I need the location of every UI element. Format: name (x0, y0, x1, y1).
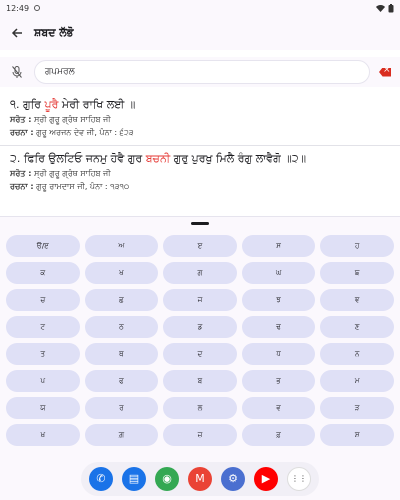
keyboard-key[interactable]: ਝ (242, 289, 316, 311)
keyboard-key[interactable]: ਭ (242, 370, 316, 392)
keyboard-key[interactable]: ਸ਼ (320, 424, 394, 446)
keyboard-key[interactable]: ਲ (163, 397, 237, 419)
results-list (0, 92, 400, 216)
keyboard-key[interactable]: ਗ (163, 262, 237, 284)
result-source: ਸਰੋਤ : ਸ੍ਰੀ ਗੁਰੂ ਗ੍ਰੰਥ ਸਾਹਿਬ ਜੀ (10, 169, 111, 178)
settings-app-icon[interactable]: ⚙ (221, 467, 245, 491)
keyboard-key[interactable]: ਞ (320, 289, 394, 311)
keyboard-key[interactable]: ਰ (85, 397, 159, 419)
result-item[interactable] (10, 92, 390, 145)
keyboard-key[interactable]: ਤ (6, 343, 80, 365)
keyboard-key[interactable]: ਫ਼ (242, 424, 316, 446)
wifi-icon (376, 4, 385, 12)
keyboard-row (6, 424, 394, 446)
keyboard-key[interactable]: ਬ (163, 370, 237, 392)
keyboard-row (6, 343, 394, 365)
keyboard-key[interactable]: ਮ (320, 370, 394, 392)
system-nav-bar (0, 457, 400, 500)
backspace-clear-icon[interactable] (370, 68, 400, 77)
arrow-left-icon[interactable] (0, 16, 34, 50)
result-line: ੧. ਗੁਰਿ ਪੂਰੈ ਮੇਰੀ ਰਾਖਿ ਲਈ ॥ (10, 98, 136, 111)
keyboard-key[interactable]: ਘ (242, 262, 316, 284)
drag-handle-icon (191, 222, 209, 225)
keyboard-key[interactable]: ਯ (6, 397, 80, 419)
keyboard-key[interactable]: ਫ (85, 370, 159, 392)
keyboard-key[interactable]: ਅ (85, 235, 159, 257)
page-title: ਸ਼ਬਦ ਲੱਭੋ (34, 26, 74, 39)
keyboard-key[interactable]: ੲ (163, 235, 237, 257)
phone-app-icon[interactable]: ✆ (89, 467, 113, 491)
keyboard-key[interactable]: ੳ/ੲ (6, 235, 80, 257)
keyboard-key[interactable]: ਧ (242, 343, 316, 365)
keyboard-key[interactable]: ਢ (242, 316, 316, 338)
youtube-app-icon[interactable]: ▶ (254, 467, 278, 491)
settings-icon (33, 4, 41, 12)
keyboard-key[interactable]: ਠ (85, 316, 159, 338)
keyboard-key[interactable]: ੜ (320, 397, 394, 419)
mic-off-icon[interactable] (0, 66, 34, 78)
keyboard-row (6, 289, 394, 311)
keyboard-key[interactable]: ਜ਼ (163, 424, 237, 446)
keyboard-key[interactable]: ਖ਼ (6, 424, 80, 446)
search-input[interactable]: ਗਪਮਰਲ (34, 60, 370, 84)
keyboard-row (6, 397, 394, 419)
app-drawer-icon[interactable]: ⋮⋮ (287, 467, 311, 491)
keyboard-key[interactable]: ਗ਼ (85, 424, 159, 446)
keyboard-key[interactable]: ਣ (320, 316, 394, 338)
keyboard-key[interactable]: ਕ (6, 262, 80, 284)
keyboard-key[interactable]: ਥ (85, 343, 159, 365)
keyboard-row (6, 316, 394, 338)
result-source: ਸਰੋਤ : ਸ੍ਰੀ ਗੁਰੂ ਗ੍ਰੰਥ ਸਾਹਿਬ ਜੀ (10, 115, 111, 124)
keyboard-key[interactable]: ਟ (6, 316, 80, 338)
keyboard-key[interactable]: ਨ (320, 343, 394, 365)
result-line: ੨. ਫਿਰਿ ਉਲਟਿਓ ਜਨਮੁ ਹੋਵੈ ਗੁਰ ਬਚਨੀ ਗੁਰੁ ਪੁਰਖੁ ਮਿਲੈ ਰੰਗੁ ਲਾਵੈਗੋ ॥੨॥ (10, 152, 306, 165)
battery-icon (388, 4, 394, 13)
result-item[interactable] (10, 146, 390, 199)
chrome-app-icon[interactable]: ◉ (155, 467, 179, 491)
keyboard-key[interactable]: ਸ (242, 235, 316, 257)
keyboard-key[interactable]: ਛ (85, 289, 159, 311)
keyboard-key[interactable]: ਜ (163, 289, 237, 311)
search-bar (0, 57, 400, 87)
keyboard-drag-handle[interactable] (0, 216, 400, 230)
highlighted-word: ਪੂਰੈ (44, 98, 59, 111)
messages-app-icon[interactable]: ▤ (122, 467, 146, 491)
result-writer: ਰਚਨਾ : ਗੁਰੂ ਅਰਜਨ ਦੇਵ ਜੀ, ਪੰਨਾ : ੬੨੩ (10, 128, 134, 137)
keyboard-key[interactable]: ਵ (242, 397, 316, 419)
result-writer: ਰਚਨਾ : ਗੁਰੂ ਰਾਮਦਾਸ ਜੀ, ਪੰਨਾ : ੧੩੧੦ (10, 182, 130, 191)
highlighted-word: ਬਚਨੀ (145, 152, 171, 165)
keyboard-key[interactable]: ਚ (6, 289, 80, 311)
keyboard-key[interactable]: ਖ (85, 262, 159, 284)
keyboard-key[interactable]: ਦ (163, 343, 237, 365)
keyboard-row (6, 262, 394, 284)
keyboard-key[interactable]: ਪ (6, 370, 80, 392)
status-time: 12:49 (6, 3, 30, 13)
gmail-app-icon[interactable]: M (188, 467, 212, 491)
app-dock (81, 462, 319, 496)
keyboard-row (6, 370, 394, 392)
keyboard-key[interactable]: ਹ (320, 235, 394, 257)
app-bar (0, 16, 400, 50)
keyboard-key[interactable]: ਡ (163, 316, 237, 338)
status-bar (0, 0, 400, 16)
gurmukhi-keyboard (0, 230, 400, 457)
keyboard-key[interactable]: ਙ (320, 262, 394, 284)
keyboard-row (6, 235, 394, 257)
